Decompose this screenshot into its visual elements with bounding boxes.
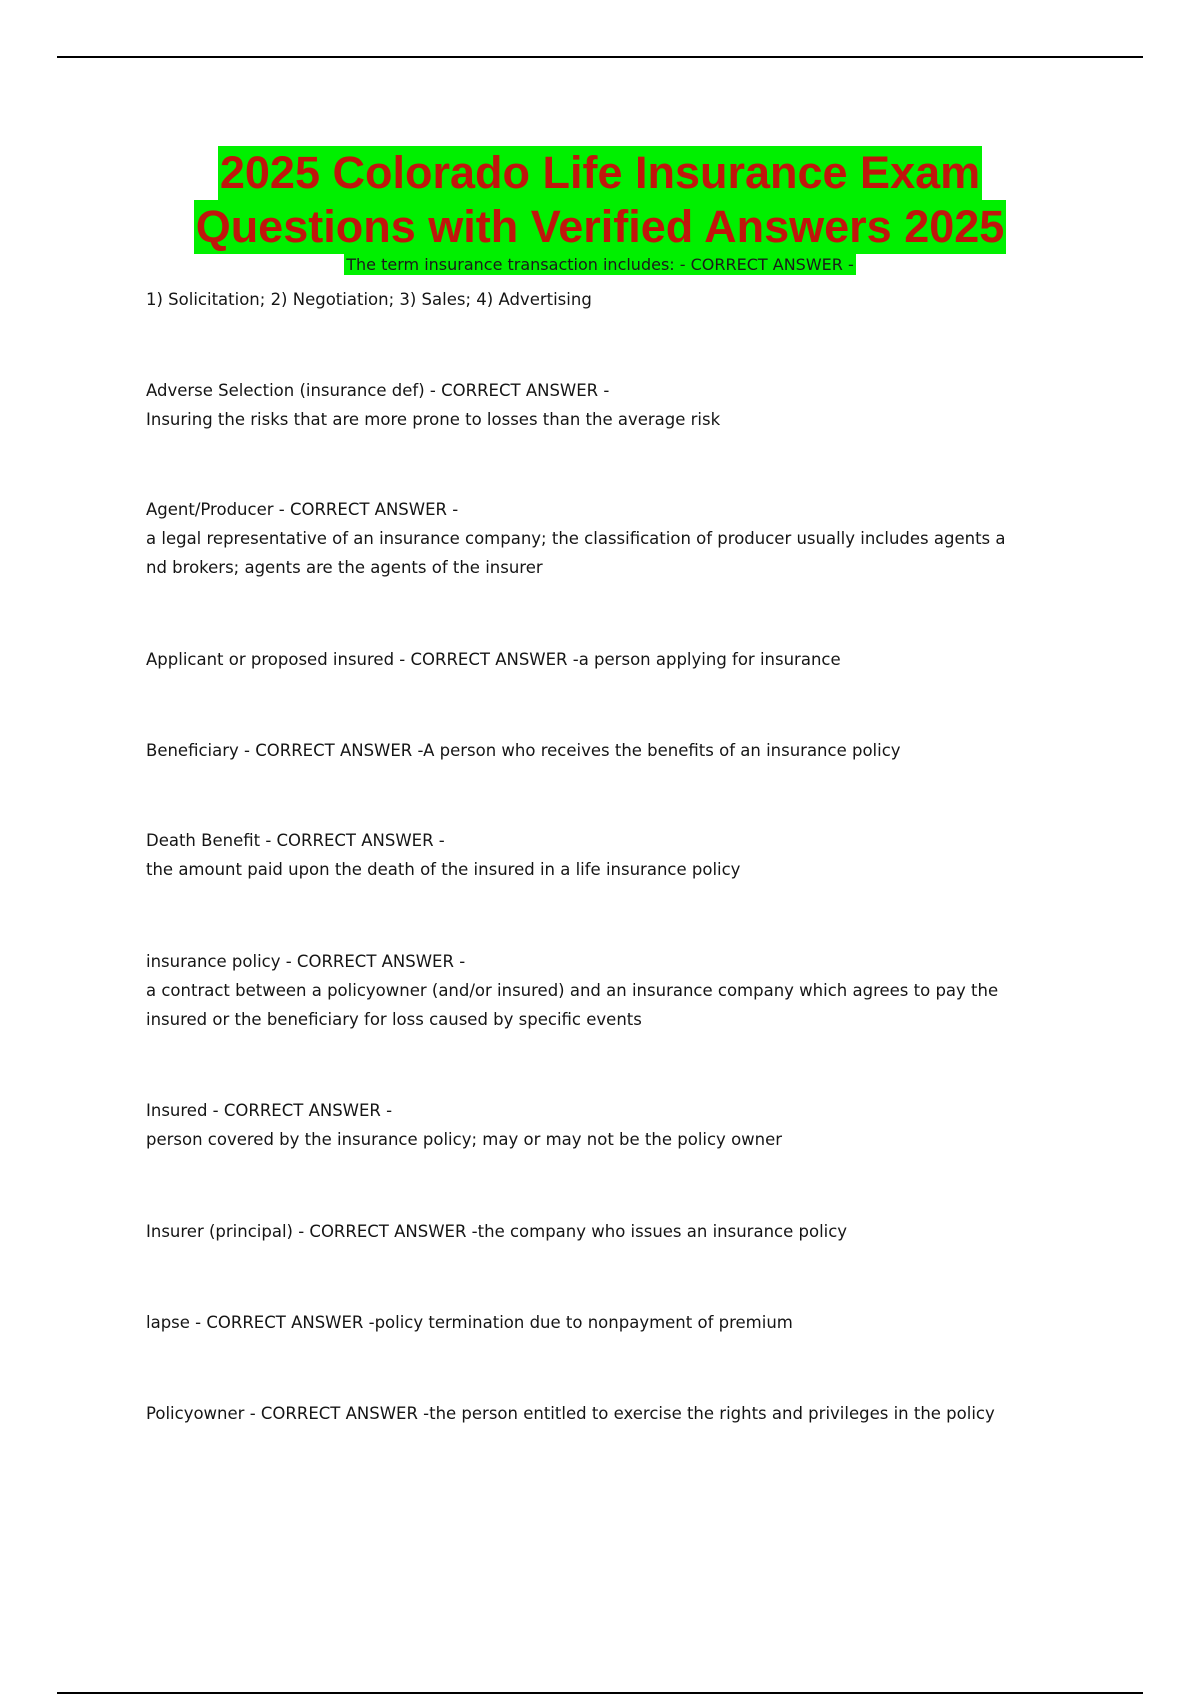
title-block — [0, 146, 1200, 275]
entry-line: Insuring the risks that are more prone to losses than the average risk — [146, 410, 721, 429]
bottom-rule — [57, 1692, 1143, 1694]
first-question: The term insurance transaction includes: - CORRECT ANSWER - — [346, 255, 854, 274]
entry-line: the amount paid upon the death of the insured in a life insurance policy — [146, 860, 741, 879]
qa-entry — [146, 376, 1106, 434]
qa-entry — [146, 285, 1106, 314]
qa-entry — [146, 947, 1106, 1034]
entry-line: Death Benefit - CORRECT ANSWER - — [146, 831, 445, 850]
entry-line: nd brokers; agents are the agents of the insurer — [146, 558, 543, 577]
qa-entry — [146, 1399, 1106, 1428]
qa-entry — [146, 1217, 1106, 1246]
entry-line: Adverse Selection (insurance def) - CORRECT ANSWER - — [146, 381, 610, 400]
qa-entry — [146, 495, 1106, 582]
entry-line: Applicant or proposed insured - CORRECT ANSWER -a person applying for insurance — [146, 650, 841, 669]
entry-line: insured or the beneficiary for loss caused by specific events — [146, 1010, 642, 1029]
entry-line: Beneficiary - CORRECT ANSWER -A person who receives the benefits of an insurance policy — [146, 741, 901, 760]
entry-line: a legal representative of an insurance company; the classification of producer usually includes agents a — [146, 529, 1006, 548]
document-title-line-1: 2025 Colorado Life Insurance Exam — [219, 147, 981, 198]
qa-entry — [146, 645, 1106, 674]
entry-line: lapse - CORRECT ANSWER -policy termination due to nonpayment of premium — [146, 1313, 793, 1332]
qa-entry — [146, 1096, 1106, 1154]
document-title-line-2: Questions with Verified Answers 2025 — [195, 201, 1005, 252]
qa-entry — [146, 736, 1106, 765]
entry-line: insurance policy - CORRECT ANSWER - — [146, 952, 466, 971]
qa-entry — [146, 826, 1106, 884]
first-answer: 1) Solicitation; 2) Negotiation; 3) Sales; 4) Advertising — [146, 290, 592, 309]
qa-entry — [146, 1308, 1106, 1337]
top-rule — [57, 56, 1143, 58]
entry-line: Agent/Producer - CORRECT ANSWER - — [146, 500, 459, 519]
entry-line: person covered by the insurance policy; may or may not be the policy owner — [146, 1130, 783, 1149]
entry-line: a contract between a policyowner (and/or insured) and an insurance company which agrees to pay the — [146, 981, 999, 1000]
entry-line: Insured - CORRECT ANSWER - — [146, 1101, 393, 1120]
entry-line: Policyowner - CORRECT ANSWER -the person entitled to exercise the rights and privileges in the policy — [146, 1404, 995, 1423]
entry-line: Insurer (principal) - CORRECT ANSWER -the company who issues an insurance policy — [146, 1222, 848, 1241]
